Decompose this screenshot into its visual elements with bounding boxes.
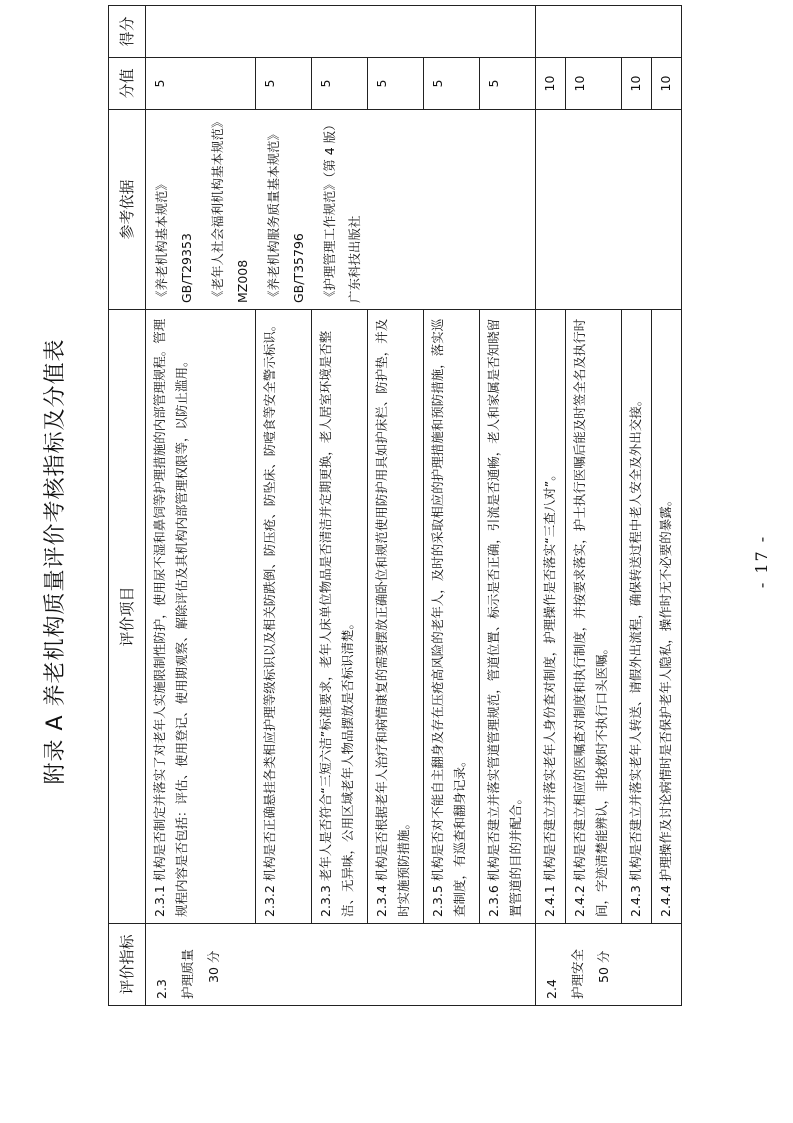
indicator-score: 50 分 <box>596 950 611 983</box>
header-score-obtained: 得分 <box>109 6 146 58</box>
indicator-code: 2.3 <box>154 979 169 999</box>
item-cell: 2.4.1 机构是否建立并落实老年人身份查对制度，护理操作是否落实“三查八对”。 <box>536 310 566 924</box>
score-value: 5 <box>256 58 312 110</box>
item-cell: 2.3.3 老年人是否符合“三短六洁”标准要求，老年人床单位物品是否清洁并定期更换，老人居室环境是否整洁、无异味，公用区域老年人物品摆放是否标识清楚。 <box>312 310 368 924</box>
reference-cell-empty <box>536 110 682 310</box>
score-value: 5 <box>424 58 480 110</box>
item-cell: 2.3.6 机构是否建立并落实管道管理规范，管道位置、标示是否正确，引流是否通畅，老人和家属是否知晓留置管道的目的并配合。 <box>480 310 536 924</box>
score-value: 5 <box>480 58 536 110</box>
score-value: 10 <box>536 58 566 110</box>
score-obtained-cell <box>536 6 682 58</box>
reference-line: 《老年人社会福利机构基本规范》MZ008 <box>210 121 250 303</box>
score-value: 5 <box>146 58 256 110</box>
indicator-cell-2-4 <box>536 924 682 1006</box>
header-item: 评价项目 <box>109 310 146 924</box>
indicator-code: 2.4 <box>544 979 559 999</box>
item-cell: 2.3.1 机构是否制定并落实了对老年人实施限制性防护，使用尿不湿和鼻饲等护理措施的内部管理规程。管理规程内容是否包括：评估、使用登记、使用期观察、解除评估及其机构内部管理权限等，以防止滥用。 <box>146 310 256 924</box>
page-title: 附录 A 养老机构质量评价考核指标及分值表 <box>43 338 68 785</box>
item-cell: 2.4.2 机构是否建立相应的医嘱查对制度和执行制度，并按要求落实，护士执行医嘱后能及时签全名及执行时间，字迹清楚能辨认，非抢救时不执行口头医嘱。 <box>566 310 622 924</box>
evaluation-table <box>108 5 682 1006</box>
table-header-row <box>109 6 146 1006</box>
item-cell: 2.4.4 护理操作及讨论病情时是否保护老年人隐私，操作时无不必要的暴露。 <box>652 310 682 924</box>
reference-cell <box>146 110 536 310</box>
table-row <box>146 6 256 1006</box>
item-cell: 2.4.3 机构是否建立并落实老年人转送、请假外出流程，确保转送过程中老人安全及外出交接。 <box>622 310 652 924</box>
header-score-value: 分值 <box>109 58 146 110</box>
page-number: - 17 - <box>752 534 771 589</box>
reference-line: 《护理管理工作规范》（第 4 版）广东科技出版社 <box>322 118 362 303</box>
indicator-score: 30 分 <box>206 950 221 983</box>
score-value: 5 <box>368 58 424 110</box>
indicator-name: 护理质量 <box>180 948 195 999</box>
header-reference: 参考依据 <box>109 110 146 310</box>
score-value: 5 <box>312 58 368 110</box>
item-cell: 2.3.5 机构是否对不能自主翻身及存在压疮高风险的老年人，及时的采取相应的护理措施和预防措施，落实巡查制度，有巡查和翻身记录。 <box>424 310 480 924</box>
item-cell: 2.3.4 机构是否根据老年人治疗和病情康复的需要摆放正确卧位和规范使用防护用具如护床栏、防护垫，并及时实施预防措施。 <box>368 310 424 924</box>
score-value: 10 <box>566 58 622 110</box>
header-indicator: 评价指标 <box>109 924 146 1006</box>
indicator-cell-2-3 <box>146 924 536 1006</box>
score-value: 10 <box>652 58 682 110</box>
score-value: 10 <box>622 58 652 110</box>
reference-line: 《养老机构服务质量基本规范》GB/T35796 <box>266 127 306 303</box>
score-obtained-cell <box>146 6 536 58</box>
item-cell: 2.3.2 机构是否正确悬挂各类相应护理等级标识以及相关防跌倒、防压疮、防坠床、防噎食等安全警示标识。 <box>256 310 312 924</box>
indicator-name: 护理安全 <box>570 948 585 999</box>
table-row <box>536 6 566 1006</box>
reference-line: 《养老机构基本规范》GB/T29353 <box>154 177 194 303</box>
